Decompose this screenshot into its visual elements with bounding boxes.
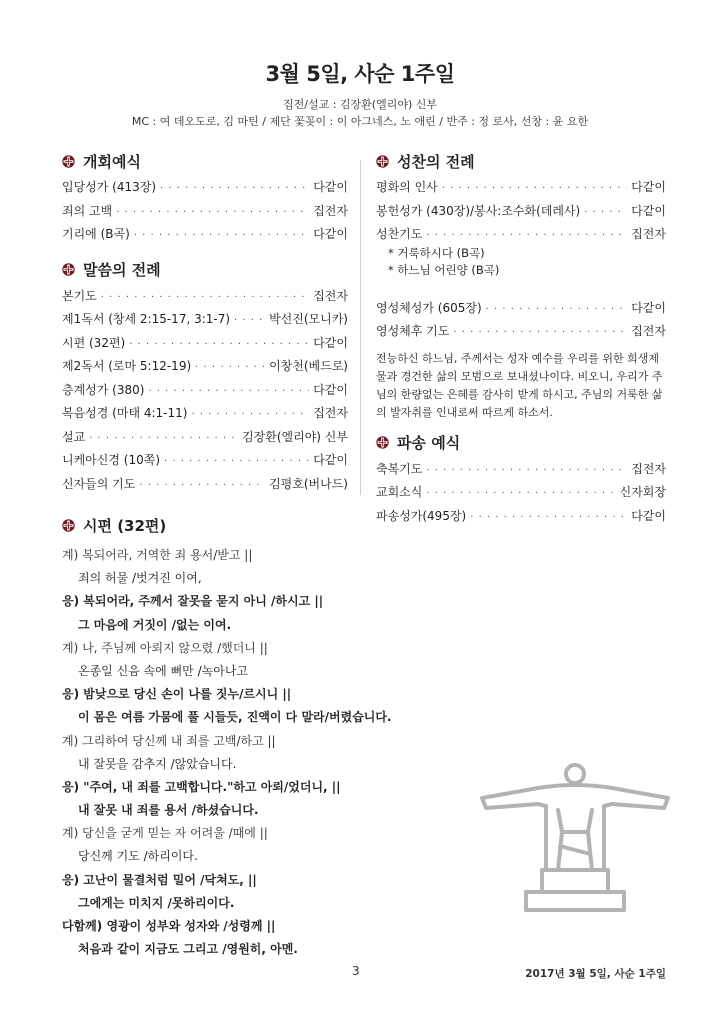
cross-icon — [62, 263, 75, 276]
program-row-label: 축복기도 — [376, 461, 423, 476]
dot-leader — [134, 230, 309, 241]
program-row-value: 김장환(엘리야) 신부 — [242, 429, 348, 444]
program-row — [62, 225, 348, 249]
section-eucharist-title: 성찬의 전례 — [397, 152, 475, 171]
post-communion-prayer: 전능하신 하느님, 주께서는 성자 예수를 우리를 위한 희생제물과 경건한 삶의 모범으로 보내셨나이다. 비오니, 우리가 주님의 한량없는 은혜를 감사히 받게 하시고, 주님의 거룩한 삶의 발자취를 인내로써 따르게 하소서. — [376, 351, 663, 419]
program-row-label: 영성체성가 (605장) — [376, 300, 482, 315]
program-row-label: 제2독서 (로마 5:12-19) — [62, 359, 192, 373]
dot-leader — [234, 315, 265, 326]
dot-leader — [426, 230, 627, 241]
program-row — [376, 178, 666, 202]
psalm-line: 당신께 기도 /하리이다. — [78, 849, 198, 864]
program-row-label: 기리에 (B곡) — [62, 227, 130, 241]
program-row — [376, 322, 666, 346]
psalm-line: 응) 밤낮으로 당신 손이 나를 짓누/르시니 || — [62, 687, 292, 702]
psalm-line: 죄의 허물 /벗겨진 이여, — [78, 571, 202, 586]
section-word-title: 말씀의 전례 — [83, 261, 161, 279]
program-row-value: 집전자 — [313, 406, 348, 420]
opening-rows — [62, 178, 348, 249]
program-row-label: 본기도 — [62, 288, 97, 303]
cross-icon — [376, 155, 389, 168]
program-row — [62, 381, 348, 405]
program-row-value: 박선진(모니카) — [269, 312, 348, 326]
word-rows — [62, 287, 348, 499]
program-row-label: 설교 — [62, 429, 86, 444]
section-dismissal-title: 파송 예식 — [397, 434, 461, 452]
dot-leader — [160, 183, 309, 194]
program-row-value: 김평호(버나드) — [269, 476, 348, 491]
program-row-label: 파송성가(495장) — [376, 508, 467, 523]
christ-statue-icon — [478, 760, 672, 920]
psalm-line: 계) 복되어라, 거역한 죄 용서/받고 || — [62, 548, 253, 562]
program-row-label: 영성체후 기도 — [376, 324, 450, 338]
dot-leader — [139, 480, 265, 491]
column-divider — [360, 160, 361, 495]
dot-leader — [486, 304, 628, 315]
program-row — [62, 334, 348, 358]
program-row-value: 다같이 — [313, 453, 348, 467]
program-row-value: 이창천(베드로) — [269, 359, 348, 373]
program-row-label: 층계성가 (380) — [62, 382, 145, 397]
cross-icon — [62, 155, 75, 168]
eucharist-rows — [376, 178, 666, 249]
cross-icon — [62, 519, 75, 532]
dot-leader — [191, 409, 309, 420]
program-row-value: 다같이 — [631, 180, 666, 194]
dot-leader — [89, 433, 238, 444]
dot-leader — [195, 362, 265, 373]
program-row-value: 다같이 — [313, 227, 348, 241]
right-column — [376, 150, 666, 530]
page-number: 3 — [352, 964, 360, 978]
program-row-label: 봉헌성가 (430장)/봉사:조수화(데레사) — [376, 203, 581, 218]
program-row — [62, 310, 348, 334]
program-row — [62, 202, 348, 226]
section-psalm-header — [62, 514, 662, 536]
psalm-line: 계) 그리하여 당신께 내 죄를 고백/하고 || — [62, 733, 276, 748]
program-row-value: 신자회장 — [619, 485, 666, 499]
program-row — [376, 202, 666, 226]
page-title: 3월 5일, 사순 1주일 — [265, 62, 455, 86]
program-row-value: 다같이 — [313, 180, 348, 194]
program-row-value: 집전자 — [631, 227, 666, 241]
dot-leader — [116, 207, 309, 218]
section-opening-header — [62, 150, 348, 172]
program-row-value: 다같이 — [313, 335, 348, 350]
program-row-label: 교회소식 — [376, 485, 423, 499]
dot-leader — [584, 207, 627, 218]
psalm-line: 그 마음에 거짓이 /없는 이여. — [78, 617, 232, 632]
psalm-line: 처음과 같이 지금도 그리고 /영원히, 아멘. — [78, 942, 298, 957]
program-row — [376, 460, 666, 484]
program-row — [62, 475, 348, 499]
psalm-line: 내 잘못 내 죄를 용서 /하셨습니다. — [78, 803, 259, 818]
section-word-header — [62, 259, 348, 281]
program-row-label: 제1독서 (창세 2:15-17, 3:1-7) — [62, 312, 231, 326]
program-row-value: 다같이 — [631, 300, 666, 315]
cross-icon — [376, 436, 389, 449]
section-psalm-title: 시편 (32편) — [83, 516, 167, 535]
psalm-line: 내 잘못을 감추지 /않았습니다. — [78, 756, 237, 771]
program-row-label: 평화의 인사 — [376, 180, 438, 194]
program-row-value: 집전자 — [313, 203, 348, 218]
program-row — [62, 178, 348, 202]
psalm-line: 온종일 신음 속에 뼈만 /녹아나고 — [78, 663, 248, 678]
psalm-line: 응) "주여, 내 죄를 고백합니다."하고 아뢰/었더니, || — [62, 779, 341, 794]
dot-leader — [164, 456, 309, 467]
left-column — [62, 150, 348, 498]
program-row — [62, 287, 348, 311]
program-row — [376, 483, 666, 507]
section-opening-title: 개회예식 — [83, 152, 141, 171]
program-row — [62, 428, 348, 452]
dot-leader — [426, 488, 615, 499]
psalm-line: 응) 고난이 물결처럼 밀어 /닥쳐도, || — [62, 872, 257, 887]
program-row — [376, 299, 666, 323]
program-row-value: 다같이 — [313, 382, 348, 397]
program-row-value: 집전자 — [313, 288, 348, 303]
program-row-value: 집전자 — [631, 461, 666, 476]
eucharist-communion-rows — [376, 299, 666, 346]
dot-leader — [129, 339, 309, 350]
credits-staff: MC : 여 데오도로, 김 마틴 / 제단 꽃꽂이 : 이 아그네스, 노 애린 / 반주 : 정 로사, 선창 : 윤 요한 — [131, 115, 589, 128]
eucharist-sub-items — [376, 245, 666, 279]
program-row-value: 다같이 — [631, 203, 666, 218]
footer-date: 2017년 3월 5일, 사순 1주일 — [525, 968, 666, 980]
section-dismissal-header — [376, 432, 666, 454]
sub-item: * 거룩하시다 (B곡) — [388, 245, 485, 260]
dot-leader — [101, 292, 309, 303]
program-row-label: 죄의 고백 — [62, 203, 113, 218]
program-row-label: 입당성가 (413장) — [62, 180, 157, 194]
sub-item: * 하느님 어린양 (B곡) — [388, 262, 500, 277]
dot-leader — [148, 386, 309, 397]
dot-leader — [426, 465, 627, 476]
program-row-label: 시편 (32편) — [62, 335, 126, 350]
dot-leader — [442, 183, 627, 194]
dot-leader — [453, 327, 627, 338]
psalm-line: 계) 나, 주님께 아뢰지 않으렸 /했더니 || — [62, 640, 268, 655]
program-row-label: 니케아신경 (10쪽) — [62, 453, 160, 467]
program-row-value: 집전자 — [631, 324, 666, 338]
psalm-line: 계) 당신을 굳게 믿는 자 어려울 /때에 || — [62, 826, 268, 841]
program-row-label: 성찬기도 — [376, 227, 423, 241]
section-eucharist-header — [376, 150, 666, 172]
credits — [0, 96, 720, 130]
program-row-label: 신자들의 기도 — [62, 476, 136, 491]
credits-celebrant: 집전/설교 : 김장환(엘리야) 신부 — [283, 98, 437, 111]
program-row-label: 복음성경 (마태 4:1-11) — [62, 406, 188, 420]
program-row — [62, 404, 348, 428]
program-row-value: 다같이 — [631, 508, 666, 523]
psalm-line: 그에게는 미치지 /못하리이다. — [78, 895, 235, 910]
psalm-line: 응) 복되어라, 주께서 잘못을 묻지 아니 /하시고 || — [62, 594, 324, 609]
psalm-line: 이 몸은 여름 가뭄에 풀 시들듯, 진액이 다 말라/버렸습니다. — [78, 710, 392, 725]
program-row — [62, 357, 348, 381]
psalm-line: 다함께) 영광이 성부와 성자와 /성령께 || — [62, 919, 276, 933]
program-row — [62, 451, 348, 475]
